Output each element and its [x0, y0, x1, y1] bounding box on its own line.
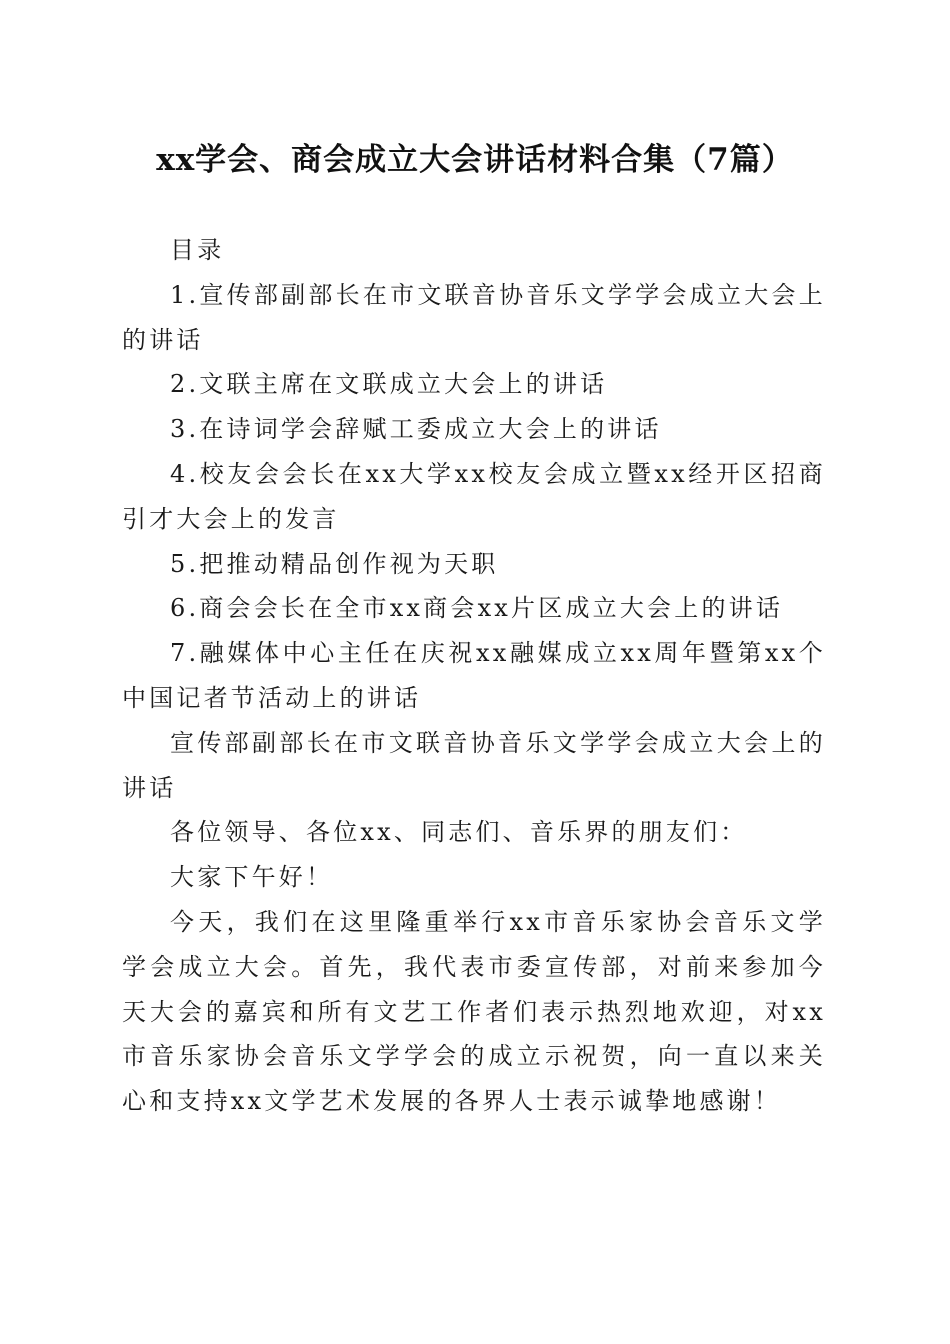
- body-paragraph: 今天，我们在这里隆重举行xx市音乐家协会音乐文学学会成立大会。首先，我代表市委宣传部，对前来参加今天大会的嘉宾和所有文艺工作者们表示热烈地欢迎，对xx市音乐家协会音乐文学学会的成立示祝贺，向一直以来关心和支持xx文学艺术发展的各界人士表示诚挚地感谢！: [122, 907, 826, 1116]
- toc-item: 2.文联主席在文联成立大会上的讲话: [170, 370, 608, 399]
- greeting: 大家下午好！: [170, 863, 334, 892]
- toc-item: 4.校友会会长在xx大学xx校友会成立暨xx经开区招商引才大会上的发言: [122, 459, 826, 533]
- toc-item: 6.商会会长在全市xx商会xx片区成立大会上的讲话: [170, 594, 784, 623]
- toc-item: 1.宣传部副部长在市文联音协音乐文学学会成立大会上的讲话: [122, 280, 826, 354]
- section-title: 宣传部副部长在市文联音协音乐文学学会成立大会上的讲话: [122, 728, 826, 802]
- table-of-contents: [122, 273, 826, 721]
- toc-item: 3.在诗词学会辞赋工委成立大会上的讲话: [170, 415, 662, 444]
- salutation: 各位领导、各位xx、同志们、音乐界的朋友们：: [170, 818, 748, 847]
- toc-item: 7.融媒体中心主任在庆祝xx融媒成立xx周年暨第xx个中国记者节活动上的讲话: [122, 639, 826, 712]
- toc-heading: 目录: [170, 236, 225, 264]
- document-body: [122, 228, 826, 1124]
- document-title: xx学会、商会成立大会讲话材料合集（7篇）: [156, 142, 794, 178]
- toc-item: 5.把推动精品创作视为天职: [170, 549, 499, 578]
